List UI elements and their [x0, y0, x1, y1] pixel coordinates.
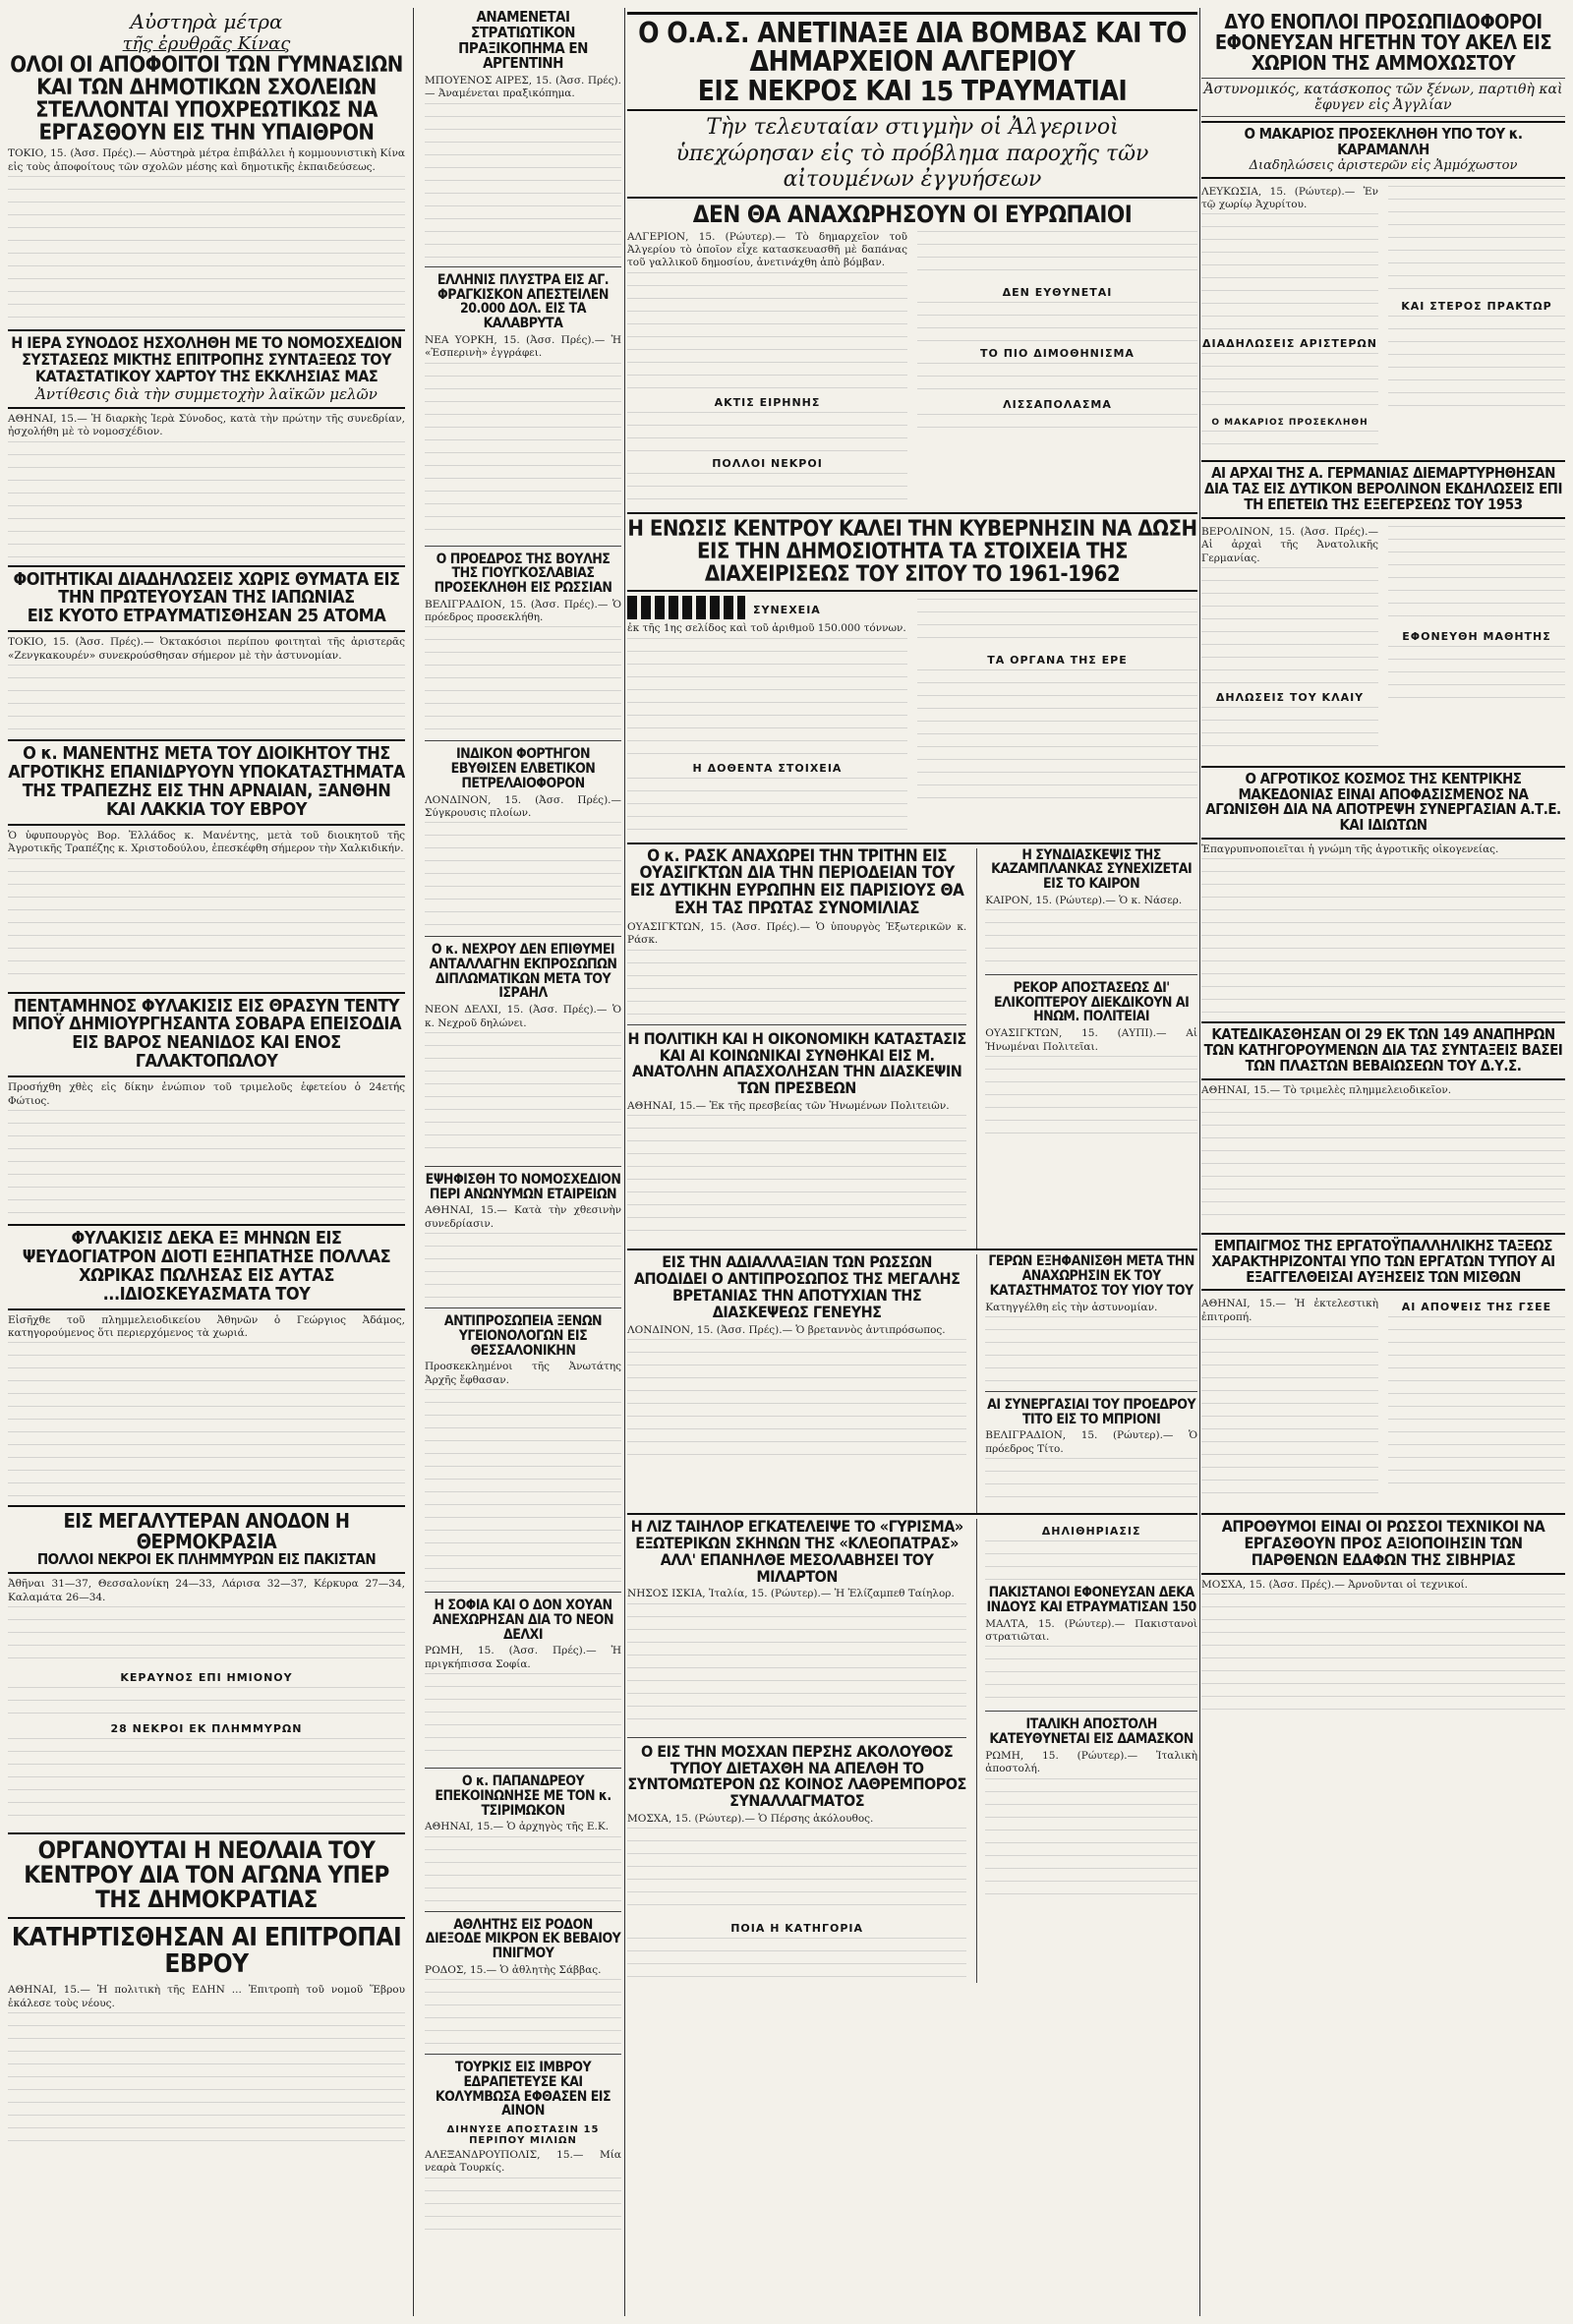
headline: ΚΑΤΗΡΤΙΣΘΗΣΑΝ ΑΙ ΕΠΙΤΡΟΠΑΙ ΕΒΡΟΥ — [11, 1922, 402, 1979]
article-text — [8, 1738, 405, 1827]
article-text: ΜΟΣΧΑ, 15. (Ρώυτερ).— Ὁ Πέρσης ἀκόλουθος. — [627, 1813, 966, 1916]
article-text — [1388, 526, 1565, 624]
subheadline: Τὴν τελευταίαν στιγμὴν οἱ Ἀλγερινοὶ ὑπεχώρησαν εἰς τὸ πρόβλημα παροχῆς τῶν αἰτουμένων ἐγγυήσεων — [675, 115, 1149, 192]
headline: Η ΣΟΦΙΑ ΚΑΙ Ο ΔΟΝ ΧΟΥΑΝ ΑΝΕΧΩΡΗΣΑΝ ΔΙΑ ΤΟ ΝΕΟΝ ΔΕΛΧΙ — [433, 1598, 613, 1643]
article-text: ΑΘΗΝΑΙ, 15.— Ἡ διαρκὴς Ἱερὰ Σύνοδος, κατὰ τὴν πρώτην τῆς συνεδρίαν, ἠσχολήθη μὲ τὸ νομοσχέδιον. — [8, 413, 405, 559]
article-text: Ὁ ὑφυπουργὸς Βορ. Ἑλλάδος κ. Μανέντης, μετὰ τοῦ διοικητοῦ τῆς Ἀγροτικῆς Τραπέζης κ. Χριστοδούλου, ἐπεσκέφθη σήμερον τὴν Χαλκιδικήν. — [8, 830, 405, 986]
article-text: ΒΕΛΙΓΡΑΔΙΟΝ, 15. (Ρώυτερ).— Ὁ πρόεδρος Τίτο. — [985, 1429, 1197, 1507]
headline: Η ΣΥΝΔΙΑΣΚΕΨΙΣ ΤΗΣ ΚΑΖΑΜΠΛΑΝΚΑΣ ΣΥΝΕΧΙΖΕΤΑΙ ΕΙΣ ΤΟ ΚΑΙΡΟΝ — [991, 846, 1193, 892]
column-2 — [425, 8, 621, 2242]
article-text — [985, 1540, 1197, 1580]
subheadline: Ἀντίθεσις διὰ τὴν συμμετοχὴν λαϊκῶν μελῶν — [35, 384, 378, 403]
section-label: 28 ΝΕΚΡΟΙ ΕΚ ΠΛΗΜΜΥΡΩΝ — [110, 1722, 303, 1735]
headline: Ο ΑΓΡΟΤΙΚΟΣ ΚΟΣΜΟΣ ΤΗΣ ΚΕΝΤΡΙΚΗΣ ΜΑΚΕΔΟΝΙΑΣ ΕΙΝΑΙ ΑΠΟΦΑΣΙΣΜΕΝΟΣ ΝΑ ΑΓΩΝΙΣΘΗ ΔΙΑ ΝΑ ΑΠΟΤΡΕΨΗ ΣΥΝΕΡΓΑΣΙΑΝ Α.Τ.Ε. ΚΑΙ ΙΔΙΩΤΩΝ — [1205, 769, 1561, 835]
headline: ΕΙΣ ΜΕΓΑΛΥΤΕΡΑΝ ΑΝΟΔΟΝ Η ΘΕΡΜΟΚΡΑΣΙΑ — [63, 1509, 350, 1554]
article-text: ΑΘΗΝΑΙ, 15.— Ἐκ τῆς πρεσβείας τῶν Ἡνωμένων Πολιτειῶν. — [627, 1100, 966, 1243]
headline: ΦΥΛΑΚΙΣΙΣ ΔΕΚΑ ΕΞ ΜΗΝΩΝ ΕΙΣ ΨΕΥΔΟΓΙΑΤΡΟΝ ΔΙΟΤΙ ΕΞΗΠΑΤΗΣΕ ΠΟΛΛΑΣ ΧΩΡΙΚΑΣ ΠΩΛΗΣΑΣ ΕΙΣ ΑΥΤΑΣ ...ΙΔΙΟΣΚΕΥΑΣΜΑΤΑ ΤΟΥ — [22, 1227, 391, 1305]
section-label: ΠΟΙΑ Η ΚΑΤΗΓΟΡΙΑ — [730, 1922, 864, 1936]
section-label: Η ΔΟΘΕΝΤΑ ΣΤΟΙΧΕΙΑ — [692, 761, 843, 775]
article-text: ΑΘΗΝΑΙ, 15.— Ἡ ἐκτελεστικὴ ἐπιτροπή. — [1201, 1298, 1378, 1503]
column-3 — [627, 8, 1197, 1983]
main-headline: Ο Ο.Α.Σ. ΑΝΕΤΙΝΑΞΕ ΔΙΑ ΒΟΜΒΑΣ ΚΑΙ ΤΟ ΔΗΜΑΡΧΕΙΟΝ ΑΛΓΕΡΙΟΥ — [638, 17, 1187, 79]
headline: ΤΟΥΡΚΙΣ ΕΙΣ ΙΜΒΡΟΥ ΕΔΡΑΠΕΤΕΥΣΕ ΚΑΙ ΚΟΛΥΜΒΩΣΑ ΕΦΘΑΣΕΝ ΕΙΣ ΑΙΝΟΝ — [435, 2060, 612, 2120]
article-text — [1201, 353, 1378, 412]
section-label: ΛΙΣΣΑΠΟΛΑΣΜΑ — [1003, 397, 1112, 411]
article-text: ΑΘΗΝΑΙ, 15.— Τὸ τριμελὲς πλημμελειοδικεῖον. — [1201, 1084, 1565, 1227]
headline: ΕΛΛΗΝΙΣ ΠΛΥΣΤΡΑ ΕΙΣ ΑΓ. ΦΡΑΓΚΙΣΚΟΝ ΑΠΕΣΤΕΙΛΕΝ 20.000 ΔΟΛ. ΕΙΣ ΤΑ ΚΑΛΑΒΡΥΤΑ — [437, 271, 610, 331]
column-1 — [8, 8, 405, 2156]
section-label: ΠΟΛΛΟΙ ΝΕΚΡΟΙ — [712, 456, 823, 470]
article-text: ΛΕΥΚΩΣΙΑ, 15. (Ρώυτερ).— Ἐν τῷ χωρίῳ Ἀχυρίτου. — [1201, 186, 1378, 332]
headline: ΑΝΑΜΕΝΕΤΑΙ ΣΤΡΑΤΙΩΤΙΚΟΝ ΠΡΑΞΙΚΟΠΗΜΑ ΕΝ ΑΡΓΕΝΤΙΝΗ — [458, 8, 588, 73]
subheadline: Ἀστυνομικός, κατάσκοπος τῶν ξένων, παρτιθὴ καὶ ἔφυγεν εἰς Ἀγγλίαν — [1201, 78, 1565, 117]
article-text: ΛΟΝΔΙΝΟΝ, 15. (Ἀσσ. Πρές).— Ὁ βρεταννὸς ἀντιπρόσωπος. — [627, 1324, 966, 1457]
article-text: ΡΟΔΟΣ, 15.— Ὁ ἀθλητὴς Σάββας. — [425, 1964, 621, 2048]
headline: ΑΙ ΣΥΝΕΡΓΑΣΙΑΙ ΤΟΥ ΠΡΟΕΔΡΟΥ ΤΙΤΟ ΕΙΣ ΤΟ ΜΠΡΙΟΝΙ — [987, 1396, 1196, 1427]
article-text: Ἀθῆναι 31—37, Θεσσαλονίκη 24—33, Λάρισα 32—37, Κέρκυρα 27—34, Καλαμάτα 26—34. — [8, 1578, 405, 1665]
article-text — [8, 1687, 405, 1716]
main-headline: ΕΙΣ ΝΕΚΡΟΣ ΚΑΙ 15 ΤΡΑΥΜΑΤΙΑΙ — [697, 74, 1128, 107]
section-label: Ο ΜΑΚΑΡΙΟΣ ΠΡΟΣΕΚΛΗΘΗ — [1211, 418, 1369, 429]
headline: Η ΙΕΡΑ ΣΥΝΟΔΟΣ ΗΣΧΟΛΗΘΗ ΜΕ ΤΟ ΝΟΜΟΣΧΕΔΙΟΝ ΣΥΣΤΑΣΕΩΣ ΜΙΚΤΗΣ ΕΠΙΤΡΟΠΗΣ ΣΥΝΤΑΞΕΩΣ ΤΟΥ ΚΑΤΑΣΤΑΤΙΚΟΥ ΧΑΡΤΟΥ ΤΗΣ ΕΚΚΛΗΣΙΑΣ ΜΑΣ — [11, 333, 402, 385]
article-text — [627, 778, 907, 837]
article-text: ΝΗΣΟΣ ΙΣΚΙΑ, Ἰταλία, 15. (Ρώυτερ).— Ἡ Ἐλίζαμπεθ Ταίηλορ. — [627, 1588, 966, 1730]
headline: Η ΛΙΖ ΤΑΙΗΛΟΡ ΕΓΚΑΤΕΛΕΙΨΕ ΤΟ «ΓΥΡΙΣΜΑ» ΕΞΩΤΕΡΙΚΩΝ ΣΚΗΝΩΝ ΤΗΣ «ΚΛΕΟΠΑΤΡΑΣ» ΑΛΛ' ΕΠΑΝΗΛΘΕ ΜΕΣΟΛΑΒΗΣΕΙ ΤΟΥ ΜΙΛΑΡΤΟΝ — [630, 1517, 963, 1586]
column-rule — [413, 8, 414, 2316]
column-rule — [624, 8, 625, 2316]
article-text — [917, 669, 1197, 807]
headline: ΙΝΔΙΚΟΝ ΦΟΡΤΗΓΟΝ ΕΒΥΘΙΣΕΝ ΕΛΒΕΤΙΚΟΝ ΠΕΤΡΕΛΑΙΟΦΟΡΟΝ — [450, 746, 596, 791]
section-label: ΚΕΡΑΥΝΟΣ ΕΠΙ ΗΜΙΟΝΟΥ — [120, 1671, 293, 1684]
headline: ΟΛΟΙ ΟΙ ΑΠΟΦΟΙΤΟΙ ΤΩΝ ΓΥΜΝΑΣΙΩΝ ΚΑΙ ΤΩΝ ΔΗΜΟΤΙΚΩΝ ΣΧΟΛΕΙΩΝ ΣΤΕΛΛΟΝΤΑΙ ΥΠΟΧΡΕΩΤΙΚΩΣ ΝΑ ΕΡΓΑΣΘΟΥΝ ΕΙΣ ΤΗΝ ΥΠΑΙΘΡΟΝ — [10, 53, 403, 146]
article-text: ΟΥΑΣΙΓΚΤΩΝ, 15. (Ἀσσ. Πρές).— Ὁ ὑπουργὸς Ἐξωτερικῶν κ. Ράσκ. — [627, 921, 966, 1018]
headline: Η ΠΟΛΙΤΙΚΗ ΚΑΙ Η ΟΙΚΟΝΟΜΙΚΗ ΚΑΤΑΣΤΑΣΙΣ ΚΑΙ ΑΙ ΚΟΙΝΩΝΙΚΑΙ ΣΥΝΘΗΚΑΙ ΕΙΣ Μ. ΑΝΑΤΟΛΗΝ ΑΠΑΣΧΟΛΗΣΑΝ ΤΗΝ ΔΙΑΣΚΕΨΙΝ ΤΩΝ ΠΡΕΣΒΕΩΝ — [627, 1028, 966, 1098]
article-text: ΜΟΣΧΑ, 15. (Ἀσσ. Πρές).— Ἀρνοῦνται οἱ τεχνικοί. — [1201, 1579, 1565, 1712]
article-text — [1388, 316, 1565, 414]
section-label: ΑΚΤΙΣ ΕΙΡΗΝΗΣ — [714, 395, 821, 409]
article-text: ΜΑΛΤΑ, 15. (Ρώυτερ).— Πακιστανοὶ στρατιῶται. — [985, 1618, 1197, 1706]
article-text — [627, 1938, 966, 1977]
article-text: ΜΠΟΥΕΝΟΣ ΑΙΡΕΣ, 15. (Ἀσσ. Πρές).— Ἀναμένεται πραξικόπημα. — [425, 75, 621, 261]
article-text — [1388, 646, 1565, 705]
column-rule — [1199, 8, 1200, 2316]
article-text: ΡΩΜΗ, 15. (Ρώυτερ).— Ἰταλικὴ ἀποστολή. — [985, 1750, 1197, 1896]
headline: ΔΕΝ ΘΑ ΑΝΑΧΩΡΗΣΟΥΝ ΟΙ ΕΥΡΩΠΑΙΟΙ — [627, 197, 1197, 227]
section-label: ΣΥΝΕΧΕΙΑ — [753, 603, 821, 616]
article-text: ΟΥΑΣΙΓΚΤΩΝ, 15. (ΑΥΠΙ).— Αἱ Ἡνωμέναι Πολιτεῖαι. — [985, 1027, 1197, 1134]
headline: ΕΨΗΦΙΣΘΗ ΤΟ ΝΟΜΟΣΧΕΔΙΟΝ ΠΕΡΙ ΑΝΩΝΥΜΩΝ ΕΤΑΙΡΕΙΩΝ — [425, 1172, 621, 1202]
column-4 — [1201, 8, 1565, 1717]
section-label: ΔΗΛΩΣΕΙΣ ΤΟΥ ΚΛΑΙΥ — [1215, 690, 1365, 704]
article-text — [1388, 186, 1565, 294]
headline: ΠΕΝΤΑΜΗΝΟΣ ΦΥΛΑΚΙΣΙΣ ΕΙΣ ΘΡΑΣΥΝ ΤΕΝΤΥ ΜΠΟΫ ΔΗΜΙΟΥΡΓΗΣΑΝΤΑ ΣΟΒΑΡΑ ΕΠΕΙΣΟΔΙΑ ΕΙΣ ΒΑΡΟΣ ΝΕΑΝΙΔΟΣ ΚΑΙ ΕΝΟΣ ΓΑΛΑΚΤΟΠΩΛΟΥ — [12, 995, 401, 1073]
subheadline: ΠΟΛΛΟΙ ΝΕΚΡΟΙ ΕΚ ΠΛΗΜΜΥΡΩΝ ΕΙΣ ΠΑΚΙΣΤΑΝ — [36, 1550, 377, 1569]
article-text: Κατηγγέλθη εἰς τὴν ἀστυνομίαν. — [985, 1302, 1197, 1385]
headline: ΟΡΓΑΝΟΥΤΑΙ Η ΝΕΟΛΑΙΑ ΤΟΥ ΚΕΝΤΡΟΥ ΔΙΑ ΤΟΝ ΑΓΩΝΑ ΥΠΕΡ ΤΗΣ ΔΗΜΟΚΡΑΤΙΑΣ — [24, 1836, 389, 1914]
article-text — [627, 473, 907, 502]
subheadline: ΔΙΗΝΥΣΕ ΑΠΟΣΤΑΣΙΝ 15 ΠΕΡΙΠΟΥ ΜΙΛΙΩΝ — [446, 2123, 600, 2146]
section-label: ΔΕΝ ΕΥΘΥΝΕΤΑΙ — [1002, 285, 1113, 299]
article-text: ΝΕΟΝ ΔΕΛΧΙ, 15. (Ἀσσ. Πρές).— Ὁ κ. Νεχροῦ δηλώνει. — [425, 1004, 621, 1160]
article-text — [1201, 707, 1378, 756]
article-text: Ἐπαγρυπνοποιεῖται ἡ γνώμη τῆς ἀγροτικῆς οἰκογενείας. — [1201, 843, 1565, 1016]
article-text: Προσκεκλημένοι τῆς Ἀνωτάτης Ἀρχῆς ἔφθασαν. — [425, 1361, 621, 1586]
article-text — [917, 231, 1197, 280]
headline: Ο ΠΡΟΕΔΡΟΣ ΤΗΣ ΒΟΥΛΗΣ ΤΗΣ ΓΙΟΥΓΚΟΣΛΑΒΙΑΣ ΠΡΟΣΕΚΛΗΘΗ ΕΙΣ ΡΩΣΣΙΑΝ — [434, 551, 612, 596]
section-label: ΔΙΑΔΗΛΩΣΕΙΣ ΑΡΙΣΤΕΡΩΝ — [1202, 337, 1377, 351]
section-label: ΔΗΛΙΘΗΡΙΑΣΙΣ — [1041, 1525, 1141, 1539]
article-text: Προσήχθη χθὲς εἰς δίκην ἐνώπιον τοῦ τριμελοῦς ἐφετείου ὁ 24ετής Φώτιος. — [8, 1081, 405, 1218]
article-text: ΤΟΚΙΟ, 15. (Ἀσσ. Πρές).— Αὐστηρὰ μέτρα ἐπιβάλλει ἡ κομμουνιστικὴ Κίνα εἰς τοὺς ἀποφοίτους τῶν σχολῶν μέσης καὶ δημοτικῆς ἐκπαιδεύσεως. — [8, 147, 405, 323]
headline: ΑΘΛΗΤΗΣ ΕΙΣ ΡΟΔΟΝ ΔΙΕΞΟΔΕ ΜΙΚΡΟΝ ΕΚ ΒΕΒΑΙΟΥ ΠΝΙΓΜΟΥ — [425, 1916, 621, 1961]
section-label: ΚΑΙ ΣΤΕΡΟΣ ΠΡΑΚΤΩΡ — [1401, 299, 1552, 313]
article-text — [1388, 1316, 1565, 1483]
section-label: ΕΦΟΝΕΥΘΗ ΜΑΘΗΤΗΣ — [1402, 629, 1551, 643]
headline: ΚΑΤΕΔΙΚΑΣΘΗΣΑΝ ΟΙ 29 ΕΚ ΤΩΝ 149 ΑΝΑΠΗΡΩΝ ΤΩΝ ΚΑΤΗΓΟΡΟΥΜΕΝΩΝ ΔΙΑ ΤΑΣ ΣΥΝΤΑΞΕΙΣ ΒΑΣΕΙ ΤΩΝ ΠΛΑΣΤΩΝ ΒΕΒΑΙΩΣΕΩΝ ΤΟΥ Δ.Υ.Σ. — [1203, 1025, 1563, 1075]
article-text — [917, 599, 1197, 648]
article-text: ΒΕΛΙΓΡΑΔΙΟΝ, 15. (Ἀσσ. Πρές).— Ὁ πρόεδρος προσεκλήθη. — [425, 599, 621, 735]
headline: ΓΕΡΩΝ ΕΞΗΦΑΝΙΣΘΗ ΜΕΤΑ ΤΗΝ ΑΝΑΧΩΡΗΣΙΝ ΕΚ ΤΟΥ ΚΑΤΑΣΤΗΜΑΤΟΣ ΤΟΥ ΥΙΟΥ ΤΟΥ — [988, 1253, 1194, 1299]
section-label: ΤΑ ΟΡΓΑΝΑ ΤΗΣ ΕΡΕ — [987, 654, 1128, 668]
headline: Η ΕΝΩΣΙΣ ΚΕΝΤΡΟΥ ΚΑΛΕΙ ΤΗΝ ΚΥΒΕΡΝΗΣΙΝ ΝΑ ΔΩΣΗ ΕΙΣ ΤΗΝ ΔΗΜΟΣΙΟΤΗΤΑ ΤΑ ΣΤΟΙΧΕΙΑ ΤΗΣ ΔΙΑΧΕΙΡΙΣΕΩΣ ΤΟΥ ΣΙΤΟΥ ΤΟ 1961-1962 — [627, 516, 1197, 588]
article-text — [1201, 431, 1378, 450]
article-text: ΚΑΙΡΟΝ, 15. (Ρώυτερ).— Ὁ κ. Νάσερ. — [985, 895, 1197, 968]
subheadline: Διαδηλώσεις ἀριστερῶν εἰς Ἀμμόχωστον — [1249, 157, 1518, 173]
article-text: ΡΩΜΗ, 15. (Ἀσσ. Πρές).— Ἡ πριγκήπισσα Σοφία. — [425, 1645, 621, 1762]
logo-mark — [627, 596, 745, 619]
headline: Ο ΜΑΚΑΡΙΟΣ ΠΡΟΣΕΚΛΗΘΗ ΥΠΟ ΤΟΥ κ. ΚΑΡΑΜΑΝΛΗ — [1244, 125, 1523, 158]
article-text — [917, 414, 1197, 434]
article-text — [627, 412, 907, 451]
article-text: ΑΘΗΝΑΙ, 15.— Ὁ ἀρχηγὸς τῆς Ε.Κ. — [425, 1821, 621, 1904]
headline: Ο κ. ΜΑΝΕΝΤΗΣ ΜΕΤΑ ΤΟΥ ΔΙΟΙΚΗΤΟΥ ΤΗΣ ΑΓΡΟΤΙΚΗΣ ΕΠΑΝΙΔΡΥΟΥΝ ΥΠΟΚΑΤΑΣΤΗΜΑΤΑ ΤΗΣ ΤΡΑΠΕΖΗΣ ΕΙΣ ΤΗΝ ΑΡΝΑΙΑΝ, ΞΑΝΘΗΝ ΚΑΙ ΛΑΚΚΙΑ ΤΟΥ ΕΒΡΟΥ — [8, 743, 405, 820]
headline: ΑΝΤΙΠΡΟΣΩΠΕΙΑ ΞΕΝΩΝ ΥΓΕΙΟΝΟΛΟΓΩΝ ΕΙΣ ΘΕΣΣΑΛΟΝΙΚΗΝ — [443, 1313, 603, 1359]
section-label: ΤΟ ΠΙΟ ΔΙΜΟΘΗΝΙΣΜΑ — [980, 346, 1135, 360]
headline: ΑΙ ΑΡΧΑΙ ΤΗΣ Α. ΓΕΡΜΑΝΙΑΣ ΔΙΕΜΑΡΤΥΡΗΘΗΣΑΝ ΔΙΑ ΤΑΣ ΕΙΣ ΔΥΤΙΚΟΝ ΒΕΡΟΛΙΝΟΝ ΕΚΔΗΛΩΣΕΙΣ ΕΠΙ ΤΗ ΕΠΕΤΕΙΩ ΤΗΣ ΕΞΕΓΕΡΣΕΩΣ ΤΟΥ 1953 — [1204, 464, 1562, 513]
headline: ΠΑΚΙΣΤΑΝΟΙ ΕΦΟΝΕΥΣΑΝ ΔΕΚΑ ΙΝΔΟΥΣ ΚΑΙ ΕΤΡΑΥΜΑΤΙΣΑΝ 150 — [986, 1585, 1196, 1615]
article-text: ΑΘΗΝΑΙ, 15.— Ἡ πολιτικὴ τῆς ΕΔΗΝ ... Ἐπιτροπὴ τοῦ νομοῦ Ἕβρου ἐκάλεσε τοὺς νέους. — [8, 1984, 405, 2150]
headline: ΑΠΡΟΘΥΜΟΙ ΕΙΝΑΙ ΟΙ ΡΩΣΣΟΙ ΤΕΧΝΙΚΟΙ ΝΑ ΕΡΓΑΣΘΟΥΝ ΠΡΟΣ ΑΞΙΟΠΟΙΗΣΙΝ ΤΩΝ ΠΑΡΘΕΝΩΝ ΕΔΑΦΩΝ ΤΗΣ ΣΙΒΗΡΙΑΣ — [1221, 1517, 1545, 1569]
headline: Ο ΕΙΣ ΤΗΝ ΜΟΣΧΑΝ ΠΕΡΣΗΣ ΑΚΟΛΟΥΘΟΣ ΤΥΠΟΥ ΔΙΕΤΑΧΘΗ ΝΑ ΑΠΕΛΘΗ ΤΟ ΣΥΝΤΟΜΩΤΕΡΟΝ ΩΣ ΚΟΙΝΟΣ ΛΑΘΡΕΜΠΟΡΟΣ ΣΥΝΑΛΛΑΓΜΑΤΟΣ — [627, 1741, 966, 1811]
article-text: ΝΕΑ ΥΟΡΚΗ, 15. (Ἀσσ. Πρές).— Ἡ «Ἑσπερινὴ» ἐγγράφει. — [425, 334, 621, 540]
kicker: τῆς ἐρυθρᾶς Κίνας — [122, 33, 291, 54]
article-text — [917, 302, 1197, 341]
newspaper-page — [8, 8, 1565, 2316]
article-text: ΑΛΓΕΡΙΟΝ, 15. (Ρώυτερ).— Τὸ δημαρχεῖον τοῦ Ἀλγερίου τὸ ὁποῖον εἶχε κατασκευασθῆ μὲ δαπάνας τοῦ γαλλικοῦ δημοσίου, ἀνετινάχθη ἀπὸ βόμβαν. — [627, 231, 907, 390]
headline: ΕΜΠΑΙΓΜΟΣ ΤΗΣ ΕΡΓΑΤΟΫΠΑΛΛΗΛΙΚΗΣ ΤΑΞΕΩΣ ΧΑΡΑΚΤΗΡΙΖΟΝΤΑΙ ΥΠΟ ΤΩΝ ΕΡΓΑΤΩΝ ΤΥΠΟΥ ΑΙ ΕΞΑΓΓΕΛΘΕΙΣΑΙ ΑΥΞΗΣΕΙΣ ΤΩΝ ΜΙΣΘΩΝ — [1211, 1237, 1555, 1286]
article-text: ΑΘΗΝΑΙ, 15.— Κατὰ τὴν χθεσινὴν συνεδρίασιν. — [425, 1204, 621, 1302]
article-text: ΤΟΚΙΟ, 15. (Ἀσσ. Πρές).— Ὀκτακόσιοι περίπου φοιτηταὶ τῆς ἀριστερᾶς «Ζενγκακουρέν» συνεκρούσθησαν σήμερον μὲ τὴν ἀστυνομίαν. — [8, 636, 405, 733]
headline: Ο κ. ΡΑΣΚ ΑΝΑΧΩΡΕΙ ΤΗΝ ΤΡΙΤΗΝ ΕΙΣ ΟΥΑΣΙΓΚΤΩΝ ΔΙΑ ΤΗΝ ΠΕΡΙΟΔΕΙΑΝ ΤΟΥ ΕΙΣ ΔΥΤΙΚΗΝ ΕΥΡΩΠΗΝ ΕΙΣ ΠΑΡΙΣΙΟΥΣ ΘΑ ΕΧΗ ΤΑΣ ΠΡΩΤΑΣ ΣΥΝΟΜΙΛΙΑΣ — [629, 845, 964, 919]
headline: ΡΕΚΟΡ ΑΠΟΣΤΑΣΕΩΣ ΔΙ' ΕΛΙΚΟΠΤΕΡΟΥ ΔΙΕΚΔΙΚΟΥΝ ΑΙ ΗΝΩΜ. ΠΟΛΙΤΕΙΑΙ — [993, 980, 1190, 1025]
subheadline: ΕΙΣ ΚΥΟΤΟ ΕΤΡΑΥΜΑΤΙΣΘΗΣΑΝ 25 ΑΤΟΜΑ — [27, 606, 386, 627]
article-text — [917, 363, 1197, 392]
section-label: ΑΙ ΑΠΟΨΕΙΣ ΤΗΣ ΓΣΕΕ — [1401, 1301, 1552, 1314]
article-text: ἐκ τῆς 1ης σελίδος καὶ τοῦ ἀριθμοῦ 150.000 τόννων. — [627, 622, 907, 755]
article-text: ΛΟΝΔΙΝΟΝ, 15. (Ἀσσ. Πρές).— Σύγκρουσις πλοίων. — [425, 794, 621, 931]
article-text: ΑΛΕΞΑΝΔΡΟΥΠΟΛΙΣ, 15.— Μία νεαρὰ Τουρκίς. — [425, 2149, 621, 2237]
headline: Ο κ. ΠΑΠΑΝΔΡΕΟΥ ΕΠΕΚΟΙΝΩΝΗΣΕ ΜΕ ΤΟΝ κ. ΤΣΙΡΙΜΩΚΟΝ — [435, 1773, 612, 1819]
headline: Ο κ. ΝΕΧΡΟΥ ΔΕΝ ΕΠΙΘΥΜΕΙ ΑΝΤΑΛΛΑΓΗΝ ΕΚΠΡΟΣΩΠΩΝ ΔΙΠΛΩΜΑΤΙΚΩΝ ΜΕΤΑ ΤΟΥ ΙΣΡΑΗΛ — [429, 942, 617, 1002]
headline: ΕΙΣ ΤΗΝ ΑΔΙΑΛΛΑΞΙΑΝ ΤΩΝ ΡΩΣΣΩΝ ΑΠΟΔΙΔΕΙ Ο ΑΝΤΙΠΡΟΣΩΠΟΣ ΤΗΣ ΜΕΓΑΛΗΣ ΒΡΕΤΑΝΙΑΣ ΤΗΝ ΑΠΟΤΥΧΙΑΝ ΤΗΣ ΔΙΑΣΚΕΨΕΩΣ ΓΕΝΕΥΗΣ — [633, 1252, 961, 1321]
headline: ΙΤΑΛΙΚΗ ΑΠΟΣΤΟΛΗ ΚΑΤΕΥΘΥΝΕΤΑΙ ΕΙΣ ΔΑΜΑΣΚΟΝ — [989, 1716, 1194, 1748]
article-text: ΒΕΡΟΛΙΝΟΝ, 15. (Ἀσσ. Πρές).— Αἱ ἀρχαὶ τῆς Ἀνατολικῆς Γερμανίας. — [1201, 526, 1378, 685]
kicker: Αὐστηρὰ μέτρα — [130, 10, 283, 33]
headline: ΦΟΙΤΗΤΙΚΑΙ ΔΙΑΔΗΛΩΣΕΙΣ ΧΩΡΙΣ ΘΥΜΑΤΑ ΕΙΣ ΤΗΝ ΠΡΩΤΕΥΟΥΣΑΝ ΤΗΣ ΙΑΠΩΝΙΑΣ — [13, 568, 400, 609]
article-text: Εἰσῆχθε τοῦ πλημμελειοδικείου Ἀθηνῶν ὁ Γεώργιος Ἀδάμος, κατηγορούμενος ὅτι περιερχόμενος τὰ χωριά. — [8, 1314, 405, 1500]
headline: ΔΥΟ ΕΝΟΠΛΟΙ ΠΡΟΣΩΠΙΔΟΦΟΡΟΙ ΕΦΟΝΕΥΣΑΝ ΗΓΕΤΗΝ ΤΟΥ ΑΚΕΛ ΕΙΣ ΧΩΡΙΟΝ ΤΗΣ ΑΜΜΟΧΩΣΤΟΥ — [1214, 10, 1552, 75]
